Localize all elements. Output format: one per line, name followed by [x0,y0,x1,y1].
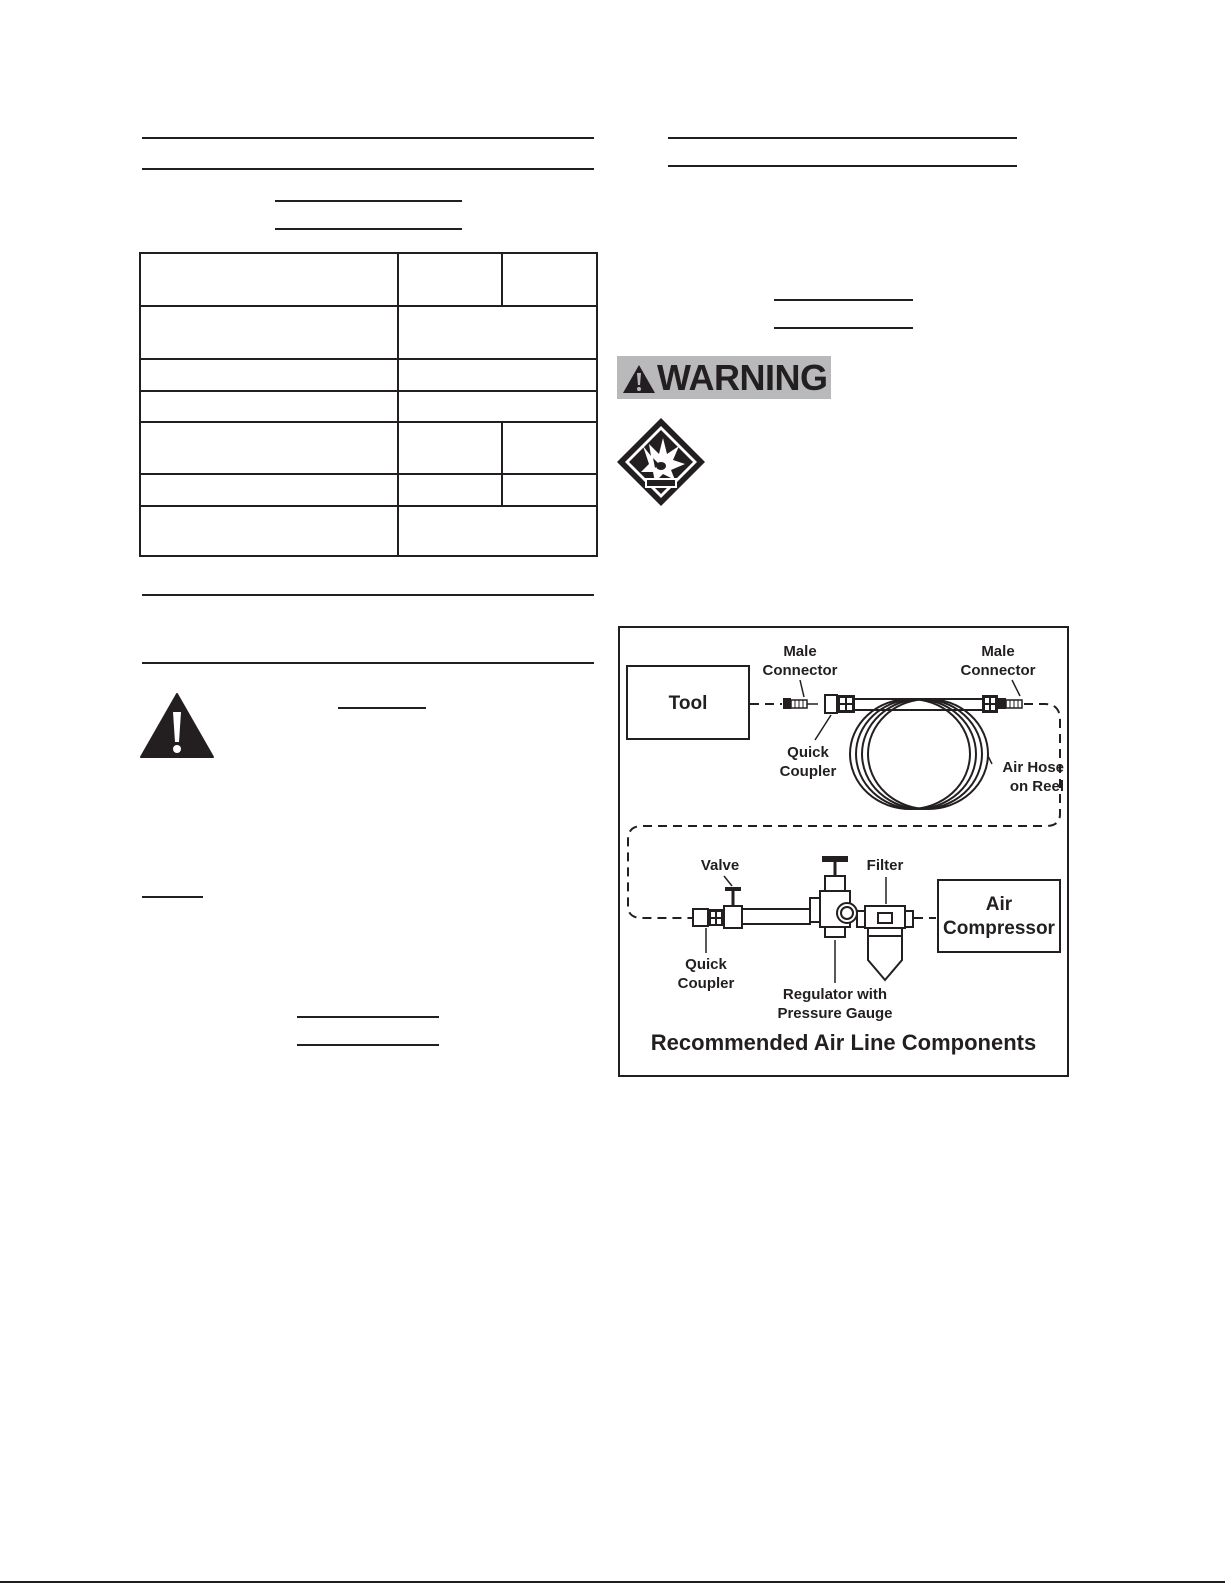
right-heading-rule-top [668,137,1017,139]
warning-word: WARNING [657,357,828,398]
caution-heading-rule [338,707,426,709]
quick-coupler-bottom-line-2: Coupler [677,975,735,992]
quick-coupler-top-line-1: Quick [787,744,829,761]
air-hose-label [980,758,1064,796]
air-compressor-line-2: Compressor [943,918,1055,939]
male-connector-1-shape [783,698,818,709]
page-bottom-rule [0,1581,1225,1583]
left-subheading-rule-bottom [275,228,462,230]
table-row-divider [141,473,596,475]
air-compressor-label [938,893,1060,941]
right-subheading-rule-bottom [774,327,913,329]
filter-label: Filter [866,857,904,874]
quick-coupler-right-shape [982,695,998,713]
regulator-line-1: Regulator with [782,986,888,1003]
table-row-divider [141,421,596,423]
left-subheading-rule-top [275,200,462,202]
left-bottom-subheading-rule-bottom [297,1044,439,1046]
warning-banner [617,356,831,399]
male-connector-2-label [948,642,1048,680]
hose-reel-shape [850,699,988,809]
table-row-divider [141,305,596,307]
air-hose-line-1: Air Hose [1002,759,1064,776]
pipe-shape [742,909,810,924]
filter-shape [857,906,913,980]
male-connector-2-shape [998,698,1022,709]
table-row-divider [141,390,596,392]
male-connector-1-line-1: Male [783,643,817,660]
male-connector-2-line-1: Male [981,643,1015,660]
quick-coupler-bottom-shape [693,909,724,926]
quick-coupler-top-label [758,743,858,781]
spec-table [139,252,598,557]
warning-triangle-icon [622,364,656,394]
tool-label: Tool [668,693,708,714]
quick-coupler-top-shape [825,695,855,713]
right-heading-rule-bottom [668,165,1017,167]
quick-coupler-bottom-line-1: Quick [685,956,727,973]
note-heading-rule [142,896,203,898]
right-subheading-rule-top [774,299,913,301]
left-bottom-subheading-rule-top [297,1016,439,1018]
quick-coupler-bottom-label [656,955,756,993]
male-connector-2-line-2: Connector [960,662,1036,679]
air-hose-line-2: on Reel [1009,778,1064,795]
table-row-divider [141,358,596,360]
air-compressor-line-1: Air [985,894,1013,915]
left-heading-rule-bottom [142,168,594,170]
regulator-label [760,985,910,1023]
table-column-divider [397,254,399,555]
male-connector-1-label [750,642,850,680]
male-connector-1-line-2: Connector [762,662,838,679]
regulator-line-2: Pressure Gauge [777,1005,893,1022]
valve-shape [724,887,742,928]
table-row-divider [141,505,596,507]
figure-caption: Recommended Air Line Components [650,1030,1037,1055]
air-line-components-figure [618,626,1069,1077]
left-heading-rule-top [142,137,594,139]
table-column-divider [501,421,503,505]
left-section-rule-bottom [142,662,594,664]
valve-label: Valve [700,857,740,874]
explosion-hazard-icon [615,416,707,508]
caution-triangle-icon [139,692,215,759]
table-column-divider [501,254,503,305]
quick-coupler-top-line-2: Coupler [779,763,837,780]
left-section-rule-top [142,594,594,596]
